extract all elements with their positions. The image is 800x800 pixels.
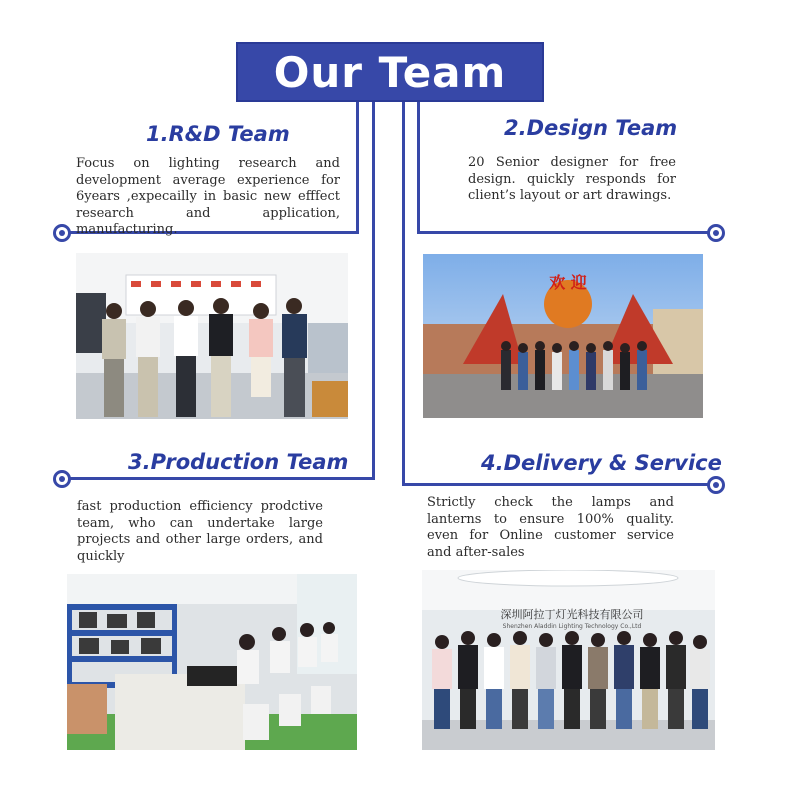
team-photo-production — [67, 574, 357, 750]
connector-line — [70, 477, 375, 480]
connector-line — [402, 483, 709, 486]
section-heading-production: 3.Production Team — [128, 450, 349, 474]
connector-line — [402, 102, 405, 486]
section-text-design: 20 Senior designer for free design. quickly responds for client’s layout or art drawings. — [468, 155, 676, 203]
page-title-banner — [236, 42, 544, 102]
arch-sign-text: 欢 迎 — [549, 273, 587, 292]
bullet-dot-icon — [53, 224, 71, 242]
bullet-dot-icon — [53, 470, 71, 488]
bullet-dot-icon — [707, 224, 725, 242]
company-sign-text: 深圳阿拉丁灯光科技有限公司 — [500, 608, 644, 621]
company-sign-subtext: Shenzhen Aladdin Lighting Technology Co.,Ltd — [502, 623, 642, 630]
section-text-delivery: Strictly check the lamps and lanterns to ensure 100% quality. even for Online customer service and after-sales — [427, 495, 674, 560]
section-heading-design: 2.Design Team — [504, 116, 678, 140]
connector-line — [372, 102, 375, 480]
connector-line — [356, 102, 359, 234]
bullet-dot-icon — [707, 476, 725, 494]
section-text-rd: Focus on lighting research and development average experience for 6years ,expecailly in basic new efffect research and application, manufacturing. — [76, 156, 340, 237]
section-heading-delivery: 4.Delivery & Service — [481, 451, 722, 475]
team-photo-design — [423, 254, 703, 418]
connector-line — [417, 102, 420, 234]
page-title: Our Team — [273, 47, 507, 97]
team-photo-delivery — [422, 570, 715, 750]
team-photo-rd — [76, 253, 348, 419]
connector-line — [417, 231, 710, 234]
section-text-production: fast production efficiency prodctive team, who can undertake large projects and other large orders, and quickly — [77, 499, 323, 564]
section-heading-rd: 1.R&D Team — [146, 122, 290, 146]
